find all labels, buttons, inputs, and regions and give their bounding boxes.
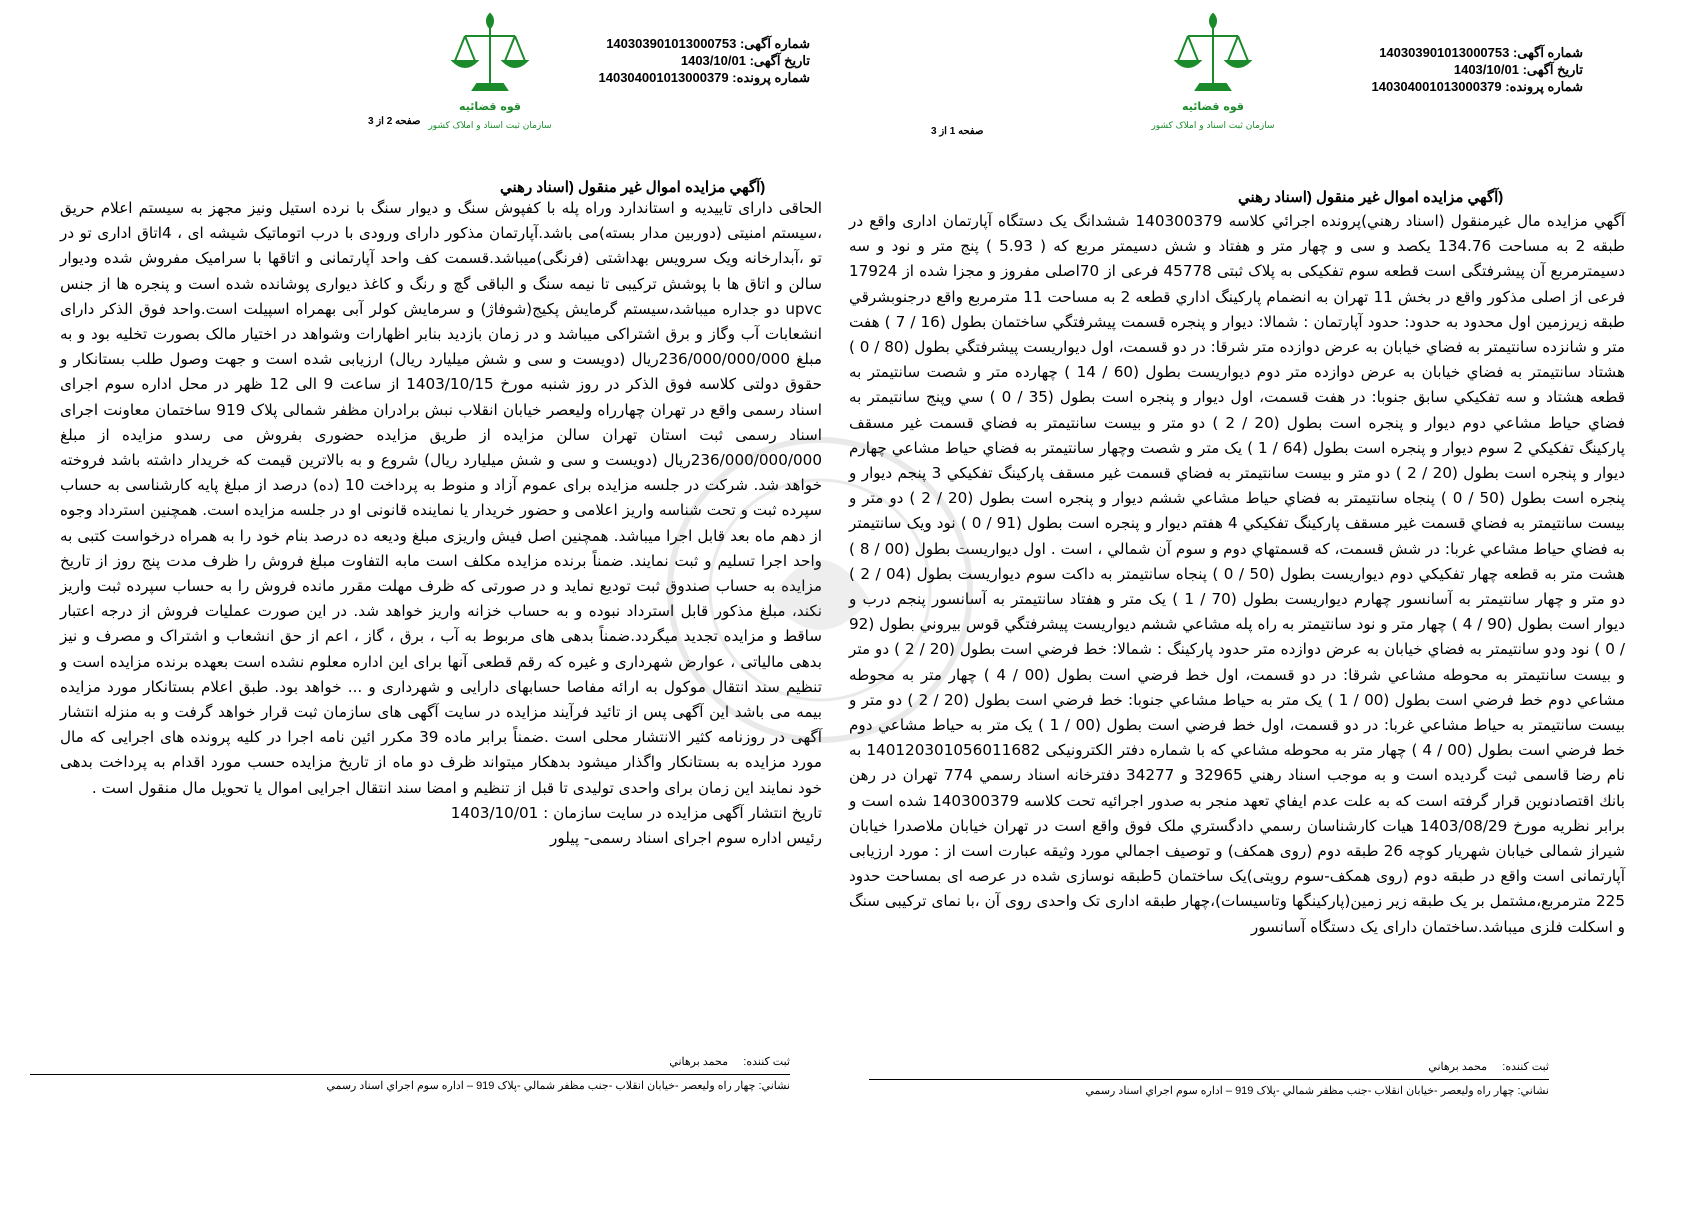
ad-date: 1403/10/01 bbox=[1453, 62, 1519, 77]
page-one bbox=[843, 0, 1685, 1230]
notice-title: (آگهي مزايده اموال غير منقول (اسناد رهني bbox=[500, 179, 766, 196]
footer-divider bbox=[869, 1079, 1549, 1080]
registrar-label: ثبت کننده: bbox=[743, 1056, 790, 1068]
file-number-label: شماره پرونده: bbox=[732, 70, 810, 85]
ad-number-label: شماره آگهی: bbox=[1512, 45, 1583, 60]
registrar-label: ثبت کننده: bbox=[1502, 1061, 1549, 1073]
emblem-judiciary-text: قوه قضائیه bbox=[459, 100, 521, 113]
ad-date-label: تاریخ آگهی: bbox=[749, 53, 810, 68]
registrar-name: محمد برهاني bbox=[1428, 1061, 1487, 1073]
ad-meta bbox=[1323, 44, 1583, 95]
page-two bbox=[0, 0, 842, 1230]
judiciary-emblem-icon bbox=[425, 6, 555, 136]
notice-title: (آگهي مزايده اموال غير منقول (اسناد رهني bbox=[1238, 189, 1504, 206]
ad-date-label: تاریخ آگهی: bbox=[1522, 62, 1583, 77]
page-footer bbox=[869, 1060, 1549, 1097]
ad-meta bbox=[550, 35, 810, 86]
file-number-label: شماره پرونده: bbox=[1505, 79, 1583, 94]
file-number: 140304001013000379 bbox=[598, 70, 729, 85]
emblem-judiciary-text: قوه قضائیه bbox=[1182, 100, 1244, 113]
notice-body bbox=[849, 209, 1625, 940]
signature-line: رئیس اداره سوم اجرای اسناد رسمی- پیلور bbox=[550, 829, 822, 848]
file-number: 140304001013000379 bbox=[1371, 79, 1502, 94]
ad-number: 140303901013000753 bbox=[1379, 45, 1510, 60]
page-number: صفحه 2 از 3 bbox=[368, 116, 421, 127]
registrar bbox=[869, 1060, 1549, 1073]
emblem-org-text: سازمان ثبت اسناد و املاک کشور bbox=[428, 121, 552, 131]
registrar-name: محمد برهاني bbox=[669, 1056, 728, 1068]
registrar bbox=[30, 1055, 790, 1068]
ad-number-label: شماره آگهی: bbox=[739, 36, 810, 51]
office-address: نشاني: چهار راه وليعصر -خيابان انقلاب -جنب مظفر شمالي -پلاک 919 – اداره سوم اجراي اسناد رسمي bbox=[326, 1080, 790, 1092]
emblem-org-text: سازمان ثبت اسناد و املاک کشور bbox=[1151, 121, 1275, 131]
page-number: صفحه 1 از 3 bbox=[931, 126, 984, 137]
body-paragraph: آگهي مزايده مال غيرمنقول (اسناد رهني)پرونده اجرائي كلاسه 140300379 ششدانگ یک دستگاه آپارتمان اداری واقع در طبقه 2 به مساحت 134.76 یکصد و سی و چهار متر و هفتاد و شش دسيمتر مربع که ( 5.93 ) پنج متر و نود و سه دسیمترمربع آن پیشرفتگی است قطعه سوم تفکیکی به پلاک ثبتی 45778 فرعی از 70اصلی مفروز و مجزا شده از 17924 فرعی از اصلی مذکور واقع در بخش 11 تهران به انضمام پارکینگ اداري قطعه 2 به مساحت 11 مترمربع واقع درجنوبشرقي طبقه زيرزمين اول محدود به حدود: حدود آپارتمان : شمالا: دیوار و پنجره قسمت پیشرفتگي ساختمان بطول (16 / 7 ) هفت متر و شانزده سانتیمتر به فضاي خیابان به عرض دوازده متر شرقا: در دو قسمت، اول دیواريست پیشرفتگي بطول (80 / 0 ) هشتاد سانتیمتر به فضاي خیابان به عرض دوازده متر دوم دیواريست بطول (60 / 14 ) چهارده متر و شصت سانتیمتر به قطعه هشتاد و سه تفکيكي سابق جنوبا: در هفت قسمت، اول دیوار و پنجره است بطول (35 / 0 ) سي وپنج سانتیمتر به فضاي حیاط مشاعي دوم دیوار و پنجره است بطول (20 / 2 ) دو متر و بیست سانتیمتر به فضاي قسمت غير مسقف پارکینگ تفکيكي 2 سوم دیوار و پنجره است بطول (64 / 1 ) یک متر و شصت وچهار سانتیمتر به فضاي حیاط مشاعي چهارم دیوار و پنجره است بطول (20 / 2 ) دو متر و بیست سانتیمتر به فضاي قسمت غير مسقف پارکینگ تفکيكي 3 پنجم دیوار و پنجره است بطول (50 / 0 ) پنجاه سانتیمتر به فضاي حیاط مشاعي ششم دیوار و پنجره است بطول (20 / 2 ) دو متر و بیست سانتیمتر به فضاي قسمت غير مسقف پارکینگ تفکيكي 4 هفتم دیوار و پنجره است بطول (91 / 0 ) نود ويک سانتیمتر به فضاي حیاط مشاعي غربا: در شش قسمت، كه قسمتهاي دوم و سوم آن شمالي ، است . اول دیواريست بطول (00 / 8 ) هشت متر به قطعه چهار تفکيكي دوم دیواريست بطول (50 / 0 ) پنجاه سانتیمتر به داكت سوم دیواريست بطول (04 / 2 ) دو متر و چهار سانتیمتر به آسانسور چهارم دیواريست بطول (70 / 1 ) یک متر و هفتاد سانتیمتر به آسانسور پنجم درب و دیوار است بطول (90 / 4 ) چهار متر و نود سانتیمتر به راه پله مشاعي ششم دیواريست پیشرفتگي قوس بيروني بطول (92 / 0 ) نود ودو سانتیمتر به فضاي خیابان به عرض دوازده متر حدود پاركينگ : شمالا: خط فرضي است بطول (20 / 2 ) دو متر و بیست سانتیمتر به محوطه مشاعي شرقا: در دو قسمت، اول خط فرضي است بطول (00 / 4 ) چهار متر به محوطه مشاعي دوم خط فرضي است بطول (00 / 1 ) یک متر به حیاط مشاعي جنوبا: خط فرضي است بطول (20 / 2 ) دو متر و بیست سانتیمتر به حیاط مشاعي غربا: در دو قسمت، اول خط فرضي است بطول (00 / 1 ) یک متر به حیاط مشاعي دوم خط فرضي است بطول (00 / 4 ) چهار متر به محوطه مشاعي كه با شماره دفتر الکترونیکی 140120301056011682 به نام رضا قاسمی ثبت گردیده است و به موجب اسناد رهني 32965 و 34277 دفترخانه اسناد رسمي 774 تهران در رهن بانك اقتصادنوين قرار گرفته است كه به علت عدم ايفاي تعهد منجر به صدور اجرائيه تحت كلاسه 140300379 شده است و برابر نظريه مورخ 1403/08/29 هيات كارشناسان رسمي دادگستري ملک فوق واقع است در تهران خیابان ملاصدرا خیابان شیراز شمالی خیابان شهریار کوچه 26 طبقه دوم (روی همکف) و توصیف اجمالي مورد وثیقه عبارت است از : مورد ارزیابی آپارتمانی است واقع در طبقه دوم (روی همکف-سوم رویتی)یک ساختمان 5طبقه نوسازی شده در عرصه ای بمساحت حدود 225 مترمربع،مشتمل بر یک طبقه زیر زمین(پارکینگها وتاسیسات)،چهار طبقه اداری تک واحدی روی آن ،با نمای ترکیبی سنگ و اسکلت فلزی میباشد.ساختمان دارای یک دستگاه آسانسور bbox=[849, 212, 1626, 936]
notice-body bbox=[60, 196, 822, 851]
publish-date-line: تاریخ انتشار آگهی مزایده در سایت سازمان : 1403/10/01 bbox=[450, 803, 822, 822]
ad-number: 140303901013000753 bbox=[606, 36, 737, 51]
office-address: نشاني: چهار راه وليعصر -خيابان انقلاب -جنب مظفر شمالي -پلاک 919 – اداره سوم اجراي اسناد رسمي bbox=[1085, 1085, 1549, 1097]
page-footer bbox=[30, 1055, 790, 1092]
ad-date: 1403/10/01 bbox=[680, 53, 746, 68]
body-paragraph: الحاقی دارای تاییدیه و استاندارد وراه پله با کفپوش سنگ و دیوار سنگ با نرده استیل ونیز مجهز به سیستم اعلام حریق ،سیستم امنیتی (دوربین مدار بسته)می باشد.آپارتمان مذکور دارای ورودی با درب اتوماتیک شیشه ای ، 4اتاق اداری تو در تو ،آبدارخانه ویک سرویس بهداشتی (فرنگی)میباشد.قسمت کف واحد آپارتمانی و اتاقها با سرامیک مفروش شده ودیوار سالن و اتاق ها با پوشش ترکیبی تا نیمه سنگ و الباقی گچ و رنگ و کاغذ دیواری پوشانده شده است و پنجره ها از جنس upvc دو جداره میباشد،سیستم گرمایش پکیج(شوفاژ) و سرمایش کولر آبی بهمراه اسپیلت است.واحد فوق الذکر دارای انشعابات آب وگاز و برق اشتراکی میباشد و در زمان بازدید بنابر اظهارات وشواهد در اختیار مالک بصورت تخلیه بود و به مبلغ 236/000/000/000ريال (دويست و سی و شش میلیارد ریال) ارزیابی شده است و جهت وصول طلب بستانکار و حقوق دولتی کلاسه فوق الذکر در روز شنبه مورخ 1403/10/15 از ساعت 9 الی 12 ظهر در محل اداره سوم اجرای اسناد رسمی واقع در تهران چهارراه ولیعصر خیابان انقلاب نبش برادران مظفر شمالی پلاک 919 ساختمان معاونت اجرای اسناد رسمی ثبت استان تهران سالن مزایده از طریق مزایده حضوری بفروش می رسدو مزایده از مبلغ 236/000/000/000ريال (دويست و سی و شش میلیارد ریال) شروع و به بالاترین قیمت که خریدار داشته باشد فروخته خواهد شد. شرکت در جلسه مزایده برای عموم آزاد و منوط به پرداخت 10 (ده) درصد از مبلغ پایه کارشناسی به حساب سپرده ثبت و تحت شناسه واریز اعلامی و حضور خریدار یا نماینده قانونی او در جلسه مزایده است. همچنین استرداد وجوه از دهم ماه بعد قابل اجرا میباشد. همچنین اصل فیش واریزی مبلغ ودیعه ده درصد بنام خود را به همراه درخواست کتبی به واحد اجرا تسلیم و ثبت نمایند. ضمناً برنده مزایده مکلف است مابه التفاوت مبلغ فروش را ظرف مدت پنج روز از تاریخ مزایده به حساب صندوق ثبت تودیع نماید و در صورتی که ظرف مهلت مقرر مانده فروش را به حساب سپرده ثبت واریز نکند، مبلغ مذکور قابل استرداد نبوده و به حساب خزانه واریز خواهد شد. در این صورت عملیات فروش از درجه اعتبار ساقط و مزایده تجدید میگردد.ضمناً بدهی های مربوط به آب ، برق ، گاز ، اعم از حق انشعاب و اشتراک و مصرف و نیز بدهی مالیاتی ، عوارض شهرداری و غیره که رقم قطعی آنها برای این اداره معلوم نشده است بعهده برنده مزایده است و تنظیم سند انتقال موکول به ارائه مفاصا حسابهای دارایی و شهرداری و ... خواهد بود. طبق اعلام بستانکار مورد مزایده بیمه می باشد این آگهی پس از تائید فرآیند مزایده در سایت آگهی های سازمان ثبت قرار خواهد گرفت و به منزله انتشار آگهی در روزنامه کثیر الانتشار محلی است .ضمناً برابر ماده 39 مکرر ائین نامه اجرا در کلیه پرونده های اجرایی که مال مورد مزایده به بستانکار واگذار میشود بدهکار میتواند ظرف دو ماه از تاریخ مزایده حسب مورد اقدام به پرداخت بدهی خود نمایند این زمان برای واحدی تولیدی تا قبل از تنظیم و امضا سند انتقال اجرایی اموال یا تحویل مال منقول است . bbox=[60, 199, 822, 797]
footer-divider bbox=[30, 1074, 790, 1075]
judiciary-emblem-icon bbox=[1148, 6, 1278, 136]
